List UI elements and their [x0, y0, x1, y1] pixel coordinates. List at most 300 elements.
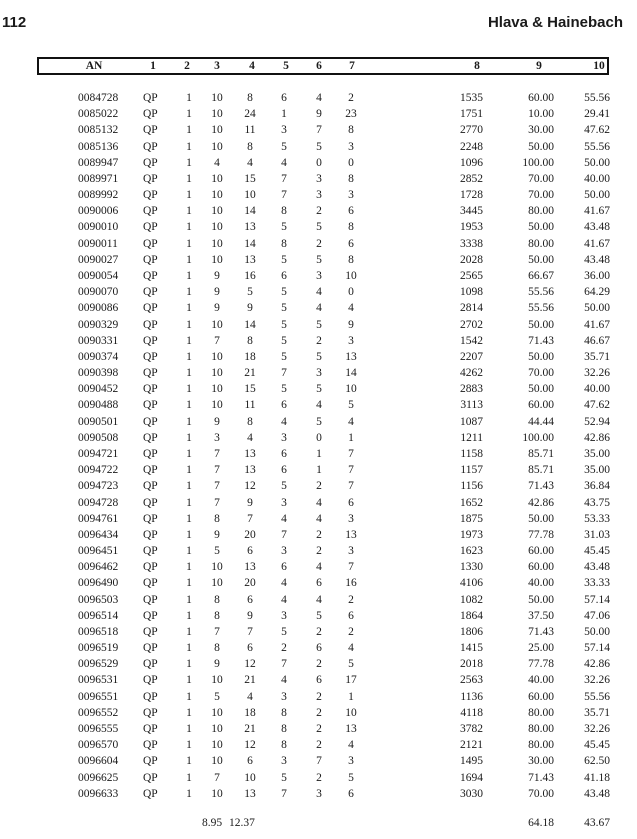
- table-cell: 1: [316, 464, 322, 477]
- table-cell: 10: [244, 771, 256, 784]
- table-cell: 3030: [460, 787, 483, 800]
- table-cell: 5: [281, 318, 287, 331]
- table-cell: 100.00: [522, 431, 554, 444]
- table-row: [0, 430, 637, 446]
- table-cell: 41.18: [584, 771, 610, 784]
- table-row: [0, 543, 637, 559]
- table-cell: 2: [348, 92, 354, 104]
- table-cell: QP: [143, 237, 158, 250]
- table-cell: 14: [244, 237, 256, 250]
- table-cell: 0096551: [78, 690, 119, 703]
- table-cell: QP: [143, 593, 158, 606]
- col-header: 6: [316, 60, 322, 72]
- table-cell: 4118: [460, 706, 483, 719]
- table-cell: 60.00: [528, 399, 554, 412]
- table-cell: QP: [143, 431, 158, 444]
- table-cell: 14: [244, 318, 256, 331]
- col-header: 7: [349, 60, 355, 72]
- table-cell: 10: [211, 124, 223, 137]
- table-cell: 2: [316, 334, 322, 347]
- table-cell: 35.71: [584, 350, 610, 363]
- table-cell: 1: [186, 739, 192, 752]
- table-cell: 1: [186, 545, 192, 558]
- table-row: [0, 397, 637, 413]
- table-cell: 10: [211, 318, 223, 331]
- table-cell: 9: [247, 609, 253, 622]
- table-row: [0, 753, 637, 769]
- col-header: 4: [249, 60, 255, 72]
- table-cell: 10: [211, 172, 223, 185]
- table-cell: 46.67: [584, 334, 610, 347]
- table-cell: 3: [281, 496, 287, 509]
- table-cell: QP: [143, 771, 158, 784]
- table-cell: 0090452: [78, 383, 119, 396]
- table-cell: 10: [211, 399, 223, 412]
- table-cell: 55.56: [584, 92, 610, 104]
- table-cell: 0096633: [78, 787, 119, 800]
- table-cell: 3: [316, 367, 322, 380]
- table-cell: 7: [281, 658, 287, 671]
- table-cell: 0: [316, 156, 322, 169]
- table-cell: 0090331: [78, 334, 119, 347]
- table-cell: 0085132: [78, 124, 119, 137]
- table-cell: 6: [348, 205, 354, 218]
- table-cell: 2814: [460, 302, 483, 315]
- table-cell: QP: [143, 286, 158, 299]
- table-cell: 10: [211, 577, 223, 590]
- table-cell: 7: [214, 771, 220, 784]
- table-cell: 50.00: [584, 302, 610, 315]
- table-cell: 7: [214, 447, 220, 460]
- table-cell: 10: [211, 787, 223, 800]
- table-cell: 41.67: [584, 237, 610, 250]
- table-cell: QP: [143, 92, 158, 104]
- table-cell: 1: [186, 237, 192, 250]
- table-cell: 57.14: [584, 593, 610, 606]
- table-cell: 40.00: [584, 172, 610, 185]
- table-cell: 3: [348, 334, 354, 347]
- table-cell: 80.00: [528, 237, 554, 250]
- total-col-4: 12.37: [229, 817, 255, 829]
- table-cell: 4106: [460, 577, 483, 590]
- table-cell: 1694: [460, 771, 483, 784]
- table-cell: 6: [316, 642, 322, 655]
- table-cell: 2: [316, 205, 322, 218]
- table-cell: 21: [244, 674, 256, 687]
- table-cell: 6: [247, 545, 253, 558]
- table-cell: 4: [281, 593, 287, 606]
- table-cell: 13: [345, 528, 357, 541]
- table-cell: 3: [348, 512, 354, 525]
- table-cell: 5: [316, 318, 322, 331]
- table-cell: 0090011: [78, 237, 118, 250]
- table-cell: 70.00: [528, 787, 554, 800]
- table-cell: 1096: [460, 156, 483, 169]
- table-cell: 2: [316, 545, 322, 558]
- col-header: 5: [283, 60, 289, 72]
- table-cell: 0090374: [78, 350, 119, 363]
- table-cell: 4: [316, 399, 322, 412]
- table-row: [0, 640, 637, 656]
- table-row: [0, 689, 637, 705]
- table-cell: 4: [281, 156, 287, 169]
- table-cell: 8: [281, 237, 287, 250]
- table-cell: 9: [316, 108, 322, 121]
- table-cell: 55.56: [528, 286, 554, 299]
- table-cell: 43.48: [584, 221, 610, 234]
- table-cell: QP: [143, 496, 158, 509]
- table-cell: 1: [186, 561, 192, 574]
- table-cell: 1: [186, 723, 192, 736]
- table-cell: 16: [345, 577, 357, 590]
- table-row: [0, 90, 637, 106]
- table-cell: 3: [348, 189, 354, 202]
- table-cell: 0094761: [78, 512, 119, 525]
- table-cell: 85.71: [528, 464, 554, 477]
- table-cell: 80.00: [528, 739, 554, 752]
- table-cell: 2: [316, 690, 322, 703]
- table-cell: 12: [244, 480, 256, 493]
- table-cell: 57.14: [584, 642, 610, 655]
- table-cell: 80.00: [528, 706, 554, 719]
- col-header: 3: [214, 60, 220, 72]
- table-row: [0, 478, 637, 494]
- table-cell: 1: [186, 108, 192, 121]
- table-cell: 1: [186, 205, 192, 218]
- table-cell: 1: [186, 447, 192, 460]
- table-cell: 3: [348, 545, 354, 558]
- table-cell: 60.00: [528, 690, 554, 703]
- table-cell: 1156: [460, 480, 483, 493]
- table-cell: 1: [186, 156, 192, 169]
- table-cell: 0096529: [78, 658, 119, 671]
- table-cell: 7: [214, 625, 220, 638]
- table-cell: 10: [211, 237, 223, 250]
- table-cell: 0096604: [78, 755, 119, 768]
- table-cell: 0096625: [78, 771, 119, 784]
- table-cell: 0090329: [78, 318, 119, 331]
- table-cell: 1082: [460, 593, 483, 606]
- table-cell: 0: [348, 156, 354, 169]
- table-cell: 9: [214, 269, 220, 282]
- table-cell: 4: [316, 561, 322, 574]
- table-cell: 5: [348, 658, 354, 671]
- table-cell: 5: [281, 771, 287, 784]
- table-cell: 31.03: [584, 528, 610, 541]
- table-cell: 8: [281, 723, 287, 736]
- table-cell: 24: [244, 108, 256, 121]
- table-cell: 1495: [460, 755, 483, 768]
- table-cell: 80.00: [528, 723, 554, 736]
- table-cell: 8: [281, 706, 287, 719]
- table-cell: 5: [281, 625, 287, 638]
- table-cell: 3: [214, 431, 220, 444]
- table-cell: 55.56: [584, 140, 610, 153]
- table-cell: 1: [186, 609, 192, 622]
- table-cell: 71.43: [528, 334, 554, 347]
- table-cell: 10: [211, 723, 223, 736]
- table-cell: 9: [214, 658, 220, 671]
- table-row: [0, 495, 637, 511]
- table-cell: 40.00: [528, 674, 554, 687]
- table-cell: 10: [211, 383, 223, 396]
- table-cell: 2852: [460, 172, 483, 185]
- table-cell: 1: [186, 464, 192, 477]
- table-cell: 11: [244, 399, 256, 412]
- table-cell: QP: [143, 156, 158, 169]
- table-cell: 30.00: [528, 124, 554, 137]
- table-cell: 1864: [460, 609, 483, 622]
- table-cell: 1: [186, 415, 192, 428]
- table-row: [0, 608, 637, 624]
- table-cell: QP: [143, 447, 158, 460]
- table-cell: 1415: [460, 642, 483, 655]
- table-row: [0, 171, 637, 187]
- table-cell: 10: [211, 350, 223, 363]
- table-cell: 5: [281, 286, 287, 299]
- table-cell: 77.78: [528, 528, 554, 541]
- table-cell: 13: [244, 464, 256, 477]
- table-cell: 1157: [460, 464, 483, 477]
- table-cell: 10: [211, 205, 223, 218]
- table-cell: 2: [281, 642, 287, 655]
- table-row: [0, 122, 637, 138]
- table-cell: 100.00: [522, 156, 554, 169]
- table-cell: 44.44: [528, 415, 554, 428]
- table-cell: 36.84: [584, 480, 610, 493]
- table-cell: 20: [244, 577, 256, 590]
- table-cell: 8: [214, 642, 220, 655]
- table-cell: QP: [143, 205, 158, 218]
- table-cell: 47.62: [584, 124, 610, 137]
- table-cell: 1: [348, 690, 354, 703]
- table-cell: 2207: [460, 350, 483, 363]
- table-cell: 3: [281, 690, 287, 703]
- table-cell: 1: [186, 480, 192, 493]
- table-cell: QP: [143, 253, 158, 266]
- table-cell: 10: [211, 739, 223, 752]
- table-cell: 47.62: [584, 399, 610, 412]
- table-cell: 8: [348, 253, 354, 266]
- table-cell: 1875: [460, 512, 483, 525]
- table-cell: 77.78: [528, 658, 554, 671]
- table-cell: 10: [211, 189, 223, 202]
- table-cell: QP: [143, 658, 158, 671]
- table-cell: 18: [244, 350, 256, 363]
- table-cell: 7: [348, 464, 354, 477]
- table-cell: 80.00: [528, 205, 554, 218]
- table-cell: 1136: [460, 690, 483, 703]
- table-cell: QP: [143, 674, 158, 687]
- table-row: [0, 349, 637, 365]
- table-row: [0, 155, 637, 171]
- table-cell: 1: [186, 367, 192, 380]
- table-cell: 41.67: [584, 318, 610, 331]
- table-cell: 4: [281, 512, 287, 525]
- table-cell: 1: [186, 221, 192, 234]
- table-cell: QP: [143, 739, 158, 752]
- table-cell: 6: [281, 399, 287, 412]
- table-cell: 1: [186, 577, 192, 590]
- table-cell: 13: [345, 723, 357, 736]
- table-cell: 50.00: [528, 140, 554, 153]
- table-cell: 1: [186, 92, 192, 104]
- table-cell: 2563: [460, 674, 483, 687]
- table-cell: QP: [143, 545, 158, 558]
- table-cell: 45.45: [584, 545, 610, 558]
- table-cell: 1098: [460, 286, 483, 299]
- table-cell: 5: [316, 383, 322, 396]
- table-cell: 7: [247, 625, 253, 638]
- table-cell: 6: [281, 561, 287, 574]
- table-cell: 4: [316, 512, 322, 525]
- table-cell: 1535: [460, 92, 483, 104]
- col-header: 2: [184, 60, 190, 72]
- table-cell: 50.00: [528, 350, 554, 363]
- table-cell: 23: [345, 108, 357, 121]
- table-cell: 3445: [460, 205, 483, 218]
- table-cell: 10: [211, 108, 223, 121]
- table-cell: 35.71: [584, 706, 610, 719]
- table-cell: 7: [281, 367, 287, 380]
- table-cell: 0094722: [78, 464, 119, 477]
- table-cell: 6: [247, 755, 253, 768]
- table-cell: 71.43: [528, 480, 554, 493]
- table-cell: 2: [316, 723, 322, 736]
- col-header: 1: [150, 60, 156, 72]
- table-cell: 4: [348, 739, 354, 752]
- table-cell: 0094728: [78, 496, 119, 509]
- table-cell: 15: [244, 383, 256, 396]
- table-cell: 13: [244, 787, 256, 800]
- table-cell: 5: [214, 545, 220, 558]
- table-row: [0, 414, 637, 430]
- table-cell: 3: [316, 269, 322, 282]
- col-header: 10: [593, 60, 605, 72]
- table-cell: 0: [348, 286, 354, 299]
- table-cell: 1: [186, 399, 192, 412]
- table-cell: 1: [186, 642, 192, 655]
- table-cell: QP: [143, 755, 158, 768]
- table-cell: 1: [186, 674, 192, 687]
- table-cell: 8: [281, 205, 287, 218]
- table-cell: 1: [186, 593, 192, 606]
- table-cell: 0096503: [78, 593, 119, 606]
- table-cell: 4: [348, 642, 354, 655]
- table-cell: 1211: [460, 431, 483, 444]
- table-cell: 8: [247, 140, 253, 153]
- table-cell: 66.67: [528, 269, 554, 282]
- table-cell: 4: [247, 156, 253, 169]
- table-cell: 85.71: [528, 447, 554, 460]
- table-cell: QP: [143, 642, 158, 655]
- table-cell: 7: [348, 561, 354, 574]
- table-cell: 4: [281, 577, 287, 590]
- table-cell: 2565: [460, 269, 483, 282]
- table-cell: 4: [348, 415, 354, 428]
- table-cell: 8: [348, 124, 354, 137]
- table-cell: 1806: [460, 625, 483, 638]
- table-cell: 32.26: [584, 367, 610, 380]
- table-cell: 5: [316, 221, 322, 234]
- table-row: [0, 139, 637, 155]
- table-cell: 7: [214, 464, 220, 477]
- table-cell: 10.00: [528, 108, 554, 121]
- table-cell: 0094723: [78, 480, 119, 493]
- table-cell: 2: [348, 625, 354, 638]
- table-row: [0, 672, 637, 688]
- table-cell: 1: [186, 431, 192, 444]
- table-cell: 7: [348, 480, 354, 493]
- table-cell: 50.00: [584, 625, 610, 638]
- table-cell: 7: [214, 334, 220, 347]
- table-cell: 4: [316, 286, 322, 299]
- table-row: [0, 575, 637, 591]
- table-cell: 43.75: [584, 496, 610, 509]
- table-cell: 3: [316, 172, 322, 185]
- table-cell: 50.00: [528, 221, 554, 234]
- table-cell: 9: [214, 415, 220, 428]
- total-col-3: 8.95: [201, 817, 223, 829]
- table-cell: QP: [143, 221, 158, 234]
- table-cell: 5: [281, 350, 287, 363]
- table-cell: 3: [316, 787, 322, 800]
- table-cell: 6: [281, 464, 287, 477]
- table-cell: 0096518: [78, 625, 119, 638]
- table-cell: 70.00: [528, 367, 554, 380]
- table-row: [0, 365, 637, 381]
- table-cell: 70.00: [528, 189, 554, 202]
- table-cell: 45.45: [584, 739, 610, 752]
- table-cell: 32.26: [584, 674, 610, 687]
- table-cell: 5: [247, 286, 253, 299]
- table-cell: 2028: [460, 253, 483, 266]
- table-cell: 42.86: [584, 431, 610, 444]
- table-cell: 8: [348, 221, 354, 234]
- table-cell: QP: [143, 609, 158, 622]
- table-cell: 1: [186, 350, 192, 363]
- table-cell: 60.00: [528, 561, 554, 574]
- table-cell: 6: [281, 92, 287, 104]
- table-row: [0, 770, 637, 786]
- table-cell: 0096552: [78, 706, 119, 719]
- table-cell: 53.33: [584, 512, 610, 525]
- table-cell: 3338: [460, 237, 483, 250]
- total-col-10: 43.67: [584, 817, 610, 829]
- table-cell: 0096462: [78, 561, 119, 574]
- table-cell: 71.43: [528, 771, 554, 784]
- table-cell: QP: [143, 723, 158, 736]
- table-cell: 2: [316, 480, 322, 493]
- table-cell: 4: [316, 496, 322, 509]
- table-cell: 7: [281, 528, 287, 541]
- table-cell: 55.56: [528, 302, 554, 315]
- table-cell: 15: [244, 172, 256, 185]
- table-cell: 70.00: [528, 172, 554, 185]
- table-cell: 6: [281, 269, 287, 282]
- table-cell: 43.48: [584, 561, 610, 574]
- table-cell: 11: [244, 124, 256, 137]
- table-cell: 6: [281, 447, 287, 460]
- table-cell: 4: [316, 302, 322, 315]
- table-row: [0, 187, 637, 203]
- table-cell: 0096490: [78, 577, 119, 590]
- table-cell: 0096514: [78, 609, 119, 622]
- table-cell: 43.48: [584, 253, 610, 266]
- table-cell: 30.00: [528, 755, 554, 768]
- table-cell: 6: [316, 674, 322, 687]
- table-row: [0, 203, 637, 219]
